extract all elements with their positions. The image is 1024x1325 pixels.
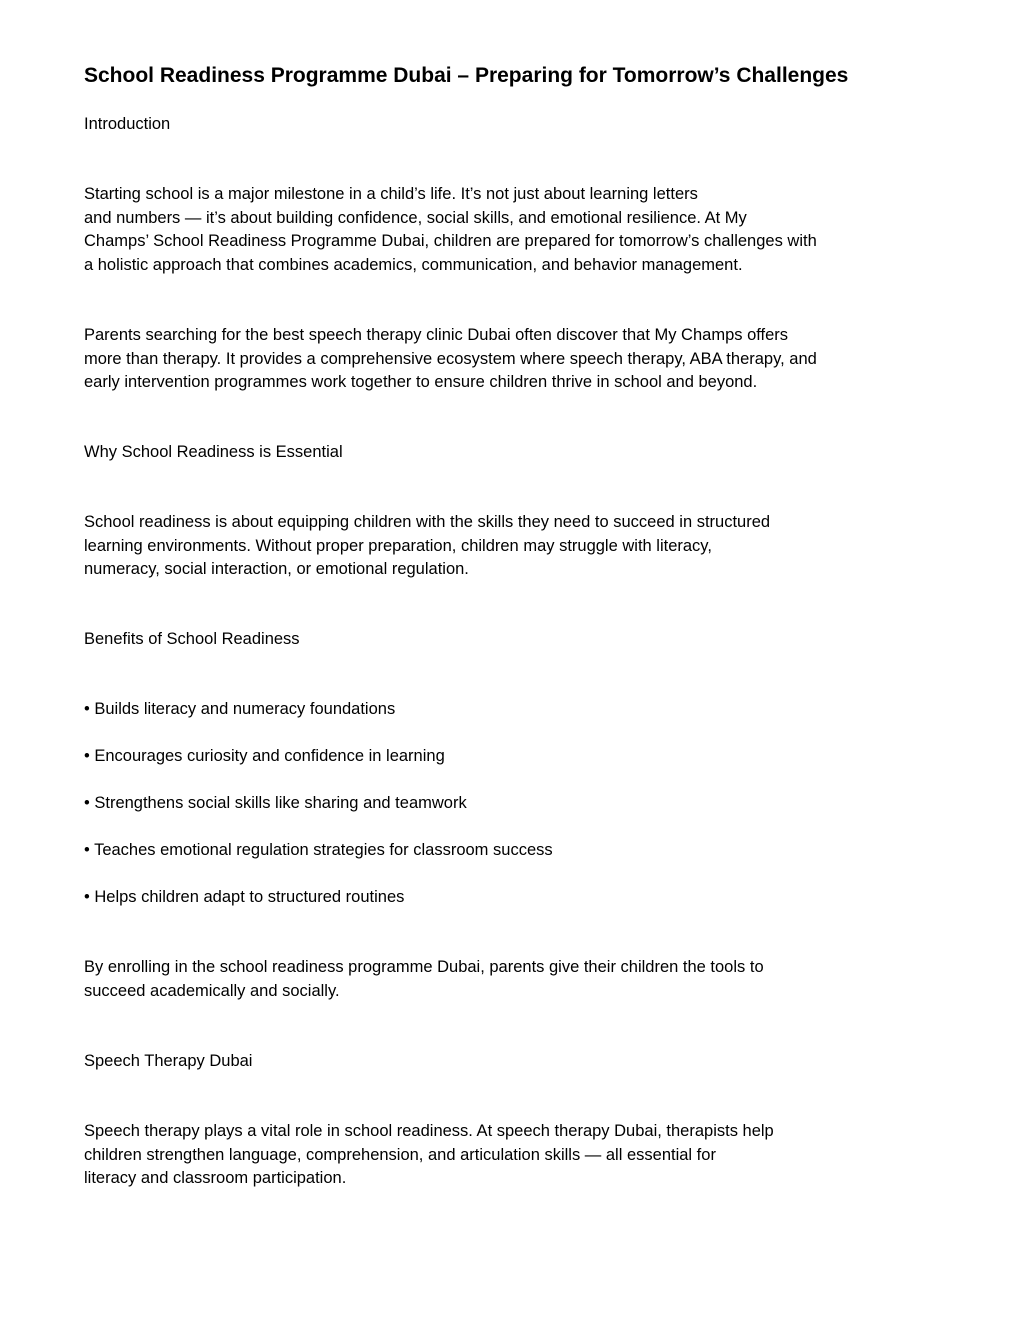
paragraph-line: literacy and classroom participation.	[84, 1169, 347, 1187]
paragraph-line: Starting school is a major milestone in a child’s life. It’s not just about learning letters	[84, 185, 698, 203]
benefit-item: • Teaches emotional regulation strategies for classroom success	[84, 841, 553, 859]
paragraph-line: succeed academically and socially.	[84, 981, 340, 1000]
introduction-heading: Introduction	[84, 115, 171, 133]
benefit-item: • Strengthens social skills like sharing and teamwork	[84, 794, 467, 812]
benefits-heading: Benefits of School Readiness	[84, 630, 300, 648]
benefit-item: • Encourages curiosity and confidence in learning	[84, 747, 445, 765]
speech-therapy-paragraph	[84, 1120, 774, 1191]
paragraph-line: children strengthen language, comprehension, and articulation skills — all essential for	[84, 1145, 716, 1164]
paragraph-line: Parents searching for the best speech therapy clinic Dubai often discover that My Champs offers	[84, 326, 789, 344]
benefit-item: • Builds literacy and numeracy foundations	[84, 700, 396, 718]
document-title: School Readiness Programme Dubai – Preparing for Tomorrow’s Challenges	[84, 64, 849, 87]
enroll-paragraph	[84, 956, 764, 1003]
speech-therapy-heading: Speech Therapy Dubai	[84, 1052, 253, 1070]
paragraph-line: early intervention programmes work together to ensure children thrive in school and beyond.	[84, 373, 758, 391]
paragraph-line: Champs’ School Readiness Programme Dubai, children are prepared for tomorrow’s challenges with	[84, 232, 817, 250]
intro-paragraph-2	[84, 324, 817, 395]
paragraph-line: By enrolling in the school readiness programme Dubai, parents give their children the tools to	[84, 958, 764, 976]
why-heading: Why School Readiness is Essential	[84, 443, 343, 461]
intro-paragraph-1	[84, 183, 817, 277]
paragraph-line: School readiness is about equipping children with the skills they need to succeed in structured	[84, 513, 771, 531]
paragraph-line: Speech therapy plays a vital role in school readiness. At speech therapy Dubai, therapists help	[84, 1122, 774, 1140]
paragraph-line: numeracy, social interaction, or emotional regulation.	[84, 560, 469, 578]
paragraph-line: learning environments. Without proper preparation, children may struggle with literacy,	[84, 536, 712, 555]
benefit-item: • Helps children adapt to structured routines	[84, 888, 405, 906]
paragraph-line: a holistic approach that combines academics, communication, and behavior management.	[84, 255, 743, 274]
paragraph-line: more than therapy. It provides a comprehensive ecosystem where speech therapy, ABA therapy, and	[84, 349, 817, 368]
why-paragraph	[84, 511, 770, 582]
paragraph-line: and numbers — it’s about building confidence, social skills, and emotional resilience. At My	[84, 208, 747, 227]
